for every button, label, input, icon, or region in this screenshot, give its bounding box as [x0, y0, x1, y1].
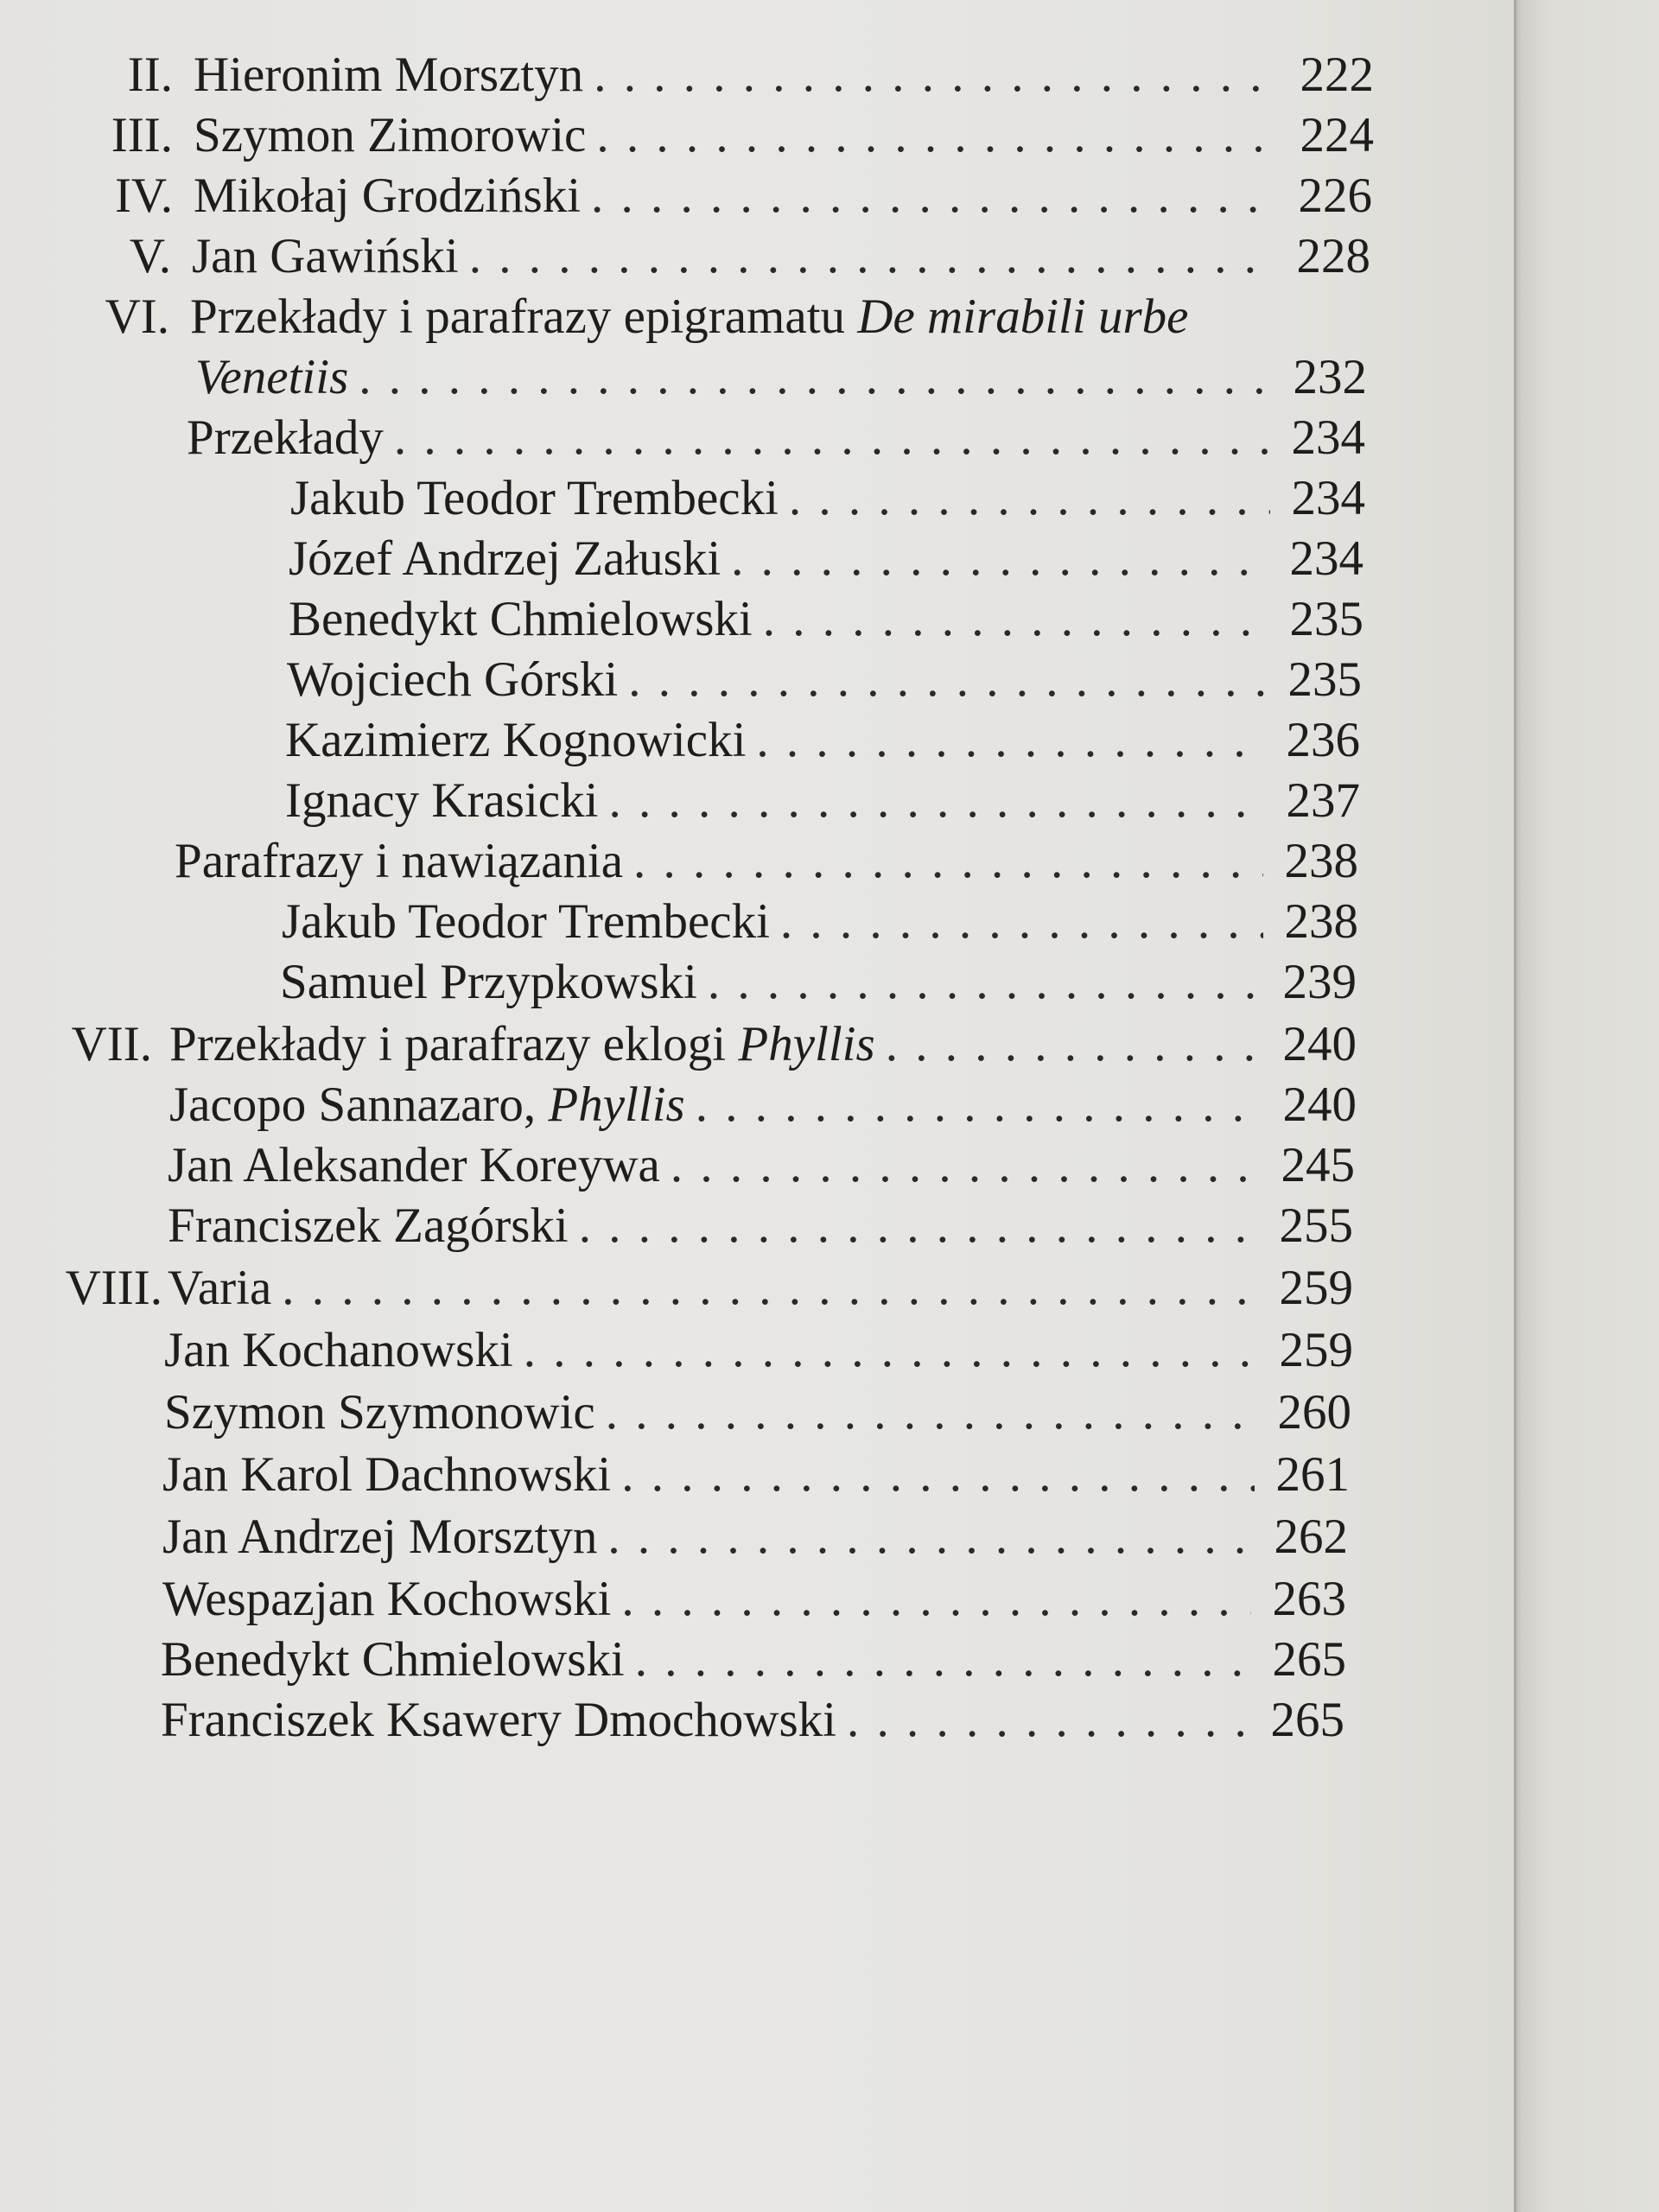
entry-title-italic: De mirabili urbe — [857, 289, 1189, 344]
toc-entry — [289, 529, 1363, 589]
entry-title: Varia — [168, 1261, 272, 1315]
entry-page: 261 — [1275, 1447, 1350, 1502]
dot-leader — [763, 589, 1268, 650]
entry-page: 234 — [1289, 531, 1363, 586]
entry-title: Hieronim Morsztyn — [194, 48, 584, 102]
entry-title: Kazimierz Kognowicki — [285, 713, 747, 767]
entry-title: Wojciech Górski — [287, 652, 619, 707]
entry-page: 265 — [1270, 1693, 1344, 1747]
entry-page: 236 — [1286, 713, 1360, 767]
entry-page: 237 — [1286, 773, 1360, 828]
dot-leader — [524, 1320, 1258, 1381]
entry-number: V. — [129, 229, 171, 283]
toc-entry — [162, 1507, 1348, 1567]
entry-page: 224 — [1300, 108, 1374, 162]
entry-page: 235 — [1289, 592, 1363, 646]
toc-entry — [162, 1569, 1346, 1630]
toc-entry — [104, 45, 1374, 105]
entry-title: Jakub Teodor Trembecki — [290, 471, 779, 525]
entry-title — [169, 1075, 685, 1135]
dot-leader — [635, 1630, 1251, 1690]
entry-page: 259 — [1279, 1261, 1353, 1315]
entry-title: Józef Andrzej Załuski — [289, 531, 721, 586]
entry-title: Wespazjan Kochowski — [162, 1572, 612, 1626]
toc-entry — [168, 1135, 1355, 1196]
entry-title: Samuel Przypkowski — [280, 955, 697, 1009]
book-gutter — [1514, 0, 1659, 2212]
entry-page: 240 — [1282, 1077, 1357, 1132]
entry-page: 228 — [1296, 229, 1370, 283]
entry-page: 263 — [1272, 1572, 1346, 1626]
toc-entry — [187, 408, 1365, 468]
toc-entry — [164, 1382, 1351, 1443]
dot-leader — [606, 1382, 1256, 1443]
entry-title: Benedykt Chmielowski — [289, 592, 753, 646]
entry-title-italic: Phyllis — [738, 1017, 875, 1071]
entry-title: Jan Aleksander Koreywa — [168, 1138, 660, 1192]
entry-title: Szymon Zimorowic — [194, 108, 587, 162]
toc-entry — [280, 952, 1357, 1013]
dot-leader — [708, 952, 1262, 1013]
entry-number: II. — [127, 48, 173, 102]
dot-leader — [596, 105, 1279, 166]
entry-title — [169, 1014, 875, 1075]
toc-entry — [100, 287, 1370, 347]
dot-leader — [359, 347, 1272, 408]
entry-page: 234 — [1291, 410, 1365, 465]
dot-leader — [591, 166, 1277, 226]
entry-title-italic: Venetiis — [195, 350, 349, 404]
toc-entry — [102, 226, 1370, 287]
dot-leader — [731, 529, 1268, 589]
dot-leader — [608, 771, 1265, 831]
entry-page: 234 — [1291, 471, 1365, 525]
entry-title: Benedykt Chmielowski — [161, 1632, 625, 1687]
toc-entry — [285, 771, 1360, 831]
dot-leader — [469, 226, 1275, 287]
dot-leader — [621, 1445, 1255, 1505]
dot-leader — [628, 650, 1267, 710]
toc-entry — [161, 1630, 1346, 1690]
entry-title-text: Jacopo Sannazaro, — [169, 1077, 549, 1132]
entry-number: IV. — [114, 168, 173, 223]
toc-entry — [50, 1258, 1353, 1319]
entry-title: Franciszek Ksawery Dmochowski — [161, 1693, 836, 1747]
toc-entry — [66, 1014, 1357, 1075]
entry-page: 222 — [1300, 48, 1374, 102]
entry-number: VII. — [71, 1017, 152, 1071]
dot-leader — [394, 408, 1270, 468]
entry-page: 260 — [1277, 1385, 1351, 1440]
toc-entry — [195, 347, 1367, 408]
dot-leader — [847, 1690, 1249, 1751]
dot-leader — [671, 1135, 1260, 1196]
dot-leader — [607, 1507, 1253, 1567]
entry-page: 262 — [1274, 1510, 1348, 1564]
entry-page: 255 — [1279, 1198, 1353, 1253]
entry-page: 239 — [1282, 955, 1357, 1009]
entry-title: Mikołaj Grodziński — [194, 168, 582, 223]
entry-title — [190, 287, 1188, 347]
toc-entry — [161, 1690, 1344, 1751]
entry-number: VI. — [105, 289, 169, 344]
entry-page: 240 — [1282, 1017, 1357, 1071]
entry-page: 238 — [1284, 834, 1358, 888]
dot-leader — [696, 1075, 1262, 1135]
toc-entry — [287, 650, 1362, 710]
toc-entry — [164, 1320, 1353, 1381]
dot-leader — [633, 831, 1263, 892]
dot-leader — [886, 1014, 1262, 1075]
entry-page: 232 — [1293, 350, 1367, 404]
toc-entry — [169, 1075, 1357, 1135]
entry-number: VIII. — [65, 1261, 162, 1315]
dot-leader — [780, 892, 1263, 952]
toc-entry — [175, 831, 1358, 892]
entry-title: Szymon Szymonowic — [164, 1385, 595, 1440]
entry-title: Jan Kochanowski — [164, 1323, 513, 1377]
toc-entry — [168, 1196, 1353, 1256]
entry-page: 245 — [1281, 1138, 1355, 1192]
entry-number: III. — [111, 108, 173, 162]
entry-page: 226 — [1298, 168, 1372, 223]
entry-title: Jan Gawiński — [192, 229, 459, 283]
entry-title-text: Przekłady i parafrazy eklogi — [169, 1017, 739, 1071]
dot-leader — [594, 45, 1279, 105]
entry-title: Jan Karol Dachnowski — [162, 1447, 612, 1502]
entry-page: 259 — [1279, 1323, 1353, 1377]
entry-page: 265 — [1272, 1632, 1346, 1687]
toc-entry — [104, 105, 1374, 166]
toc-entry — [290, 468, 1365, 529]
entry-title: Parafrazy i nawiązania — [175, 834, 624, 888]
entry-title: Jan Andrzej Morsztyn — [162, 1510, 598, 1564]
toc-entry — [162, 1445, 1350, 1505]
entry-page: 235 — [1287, 652, 1362, 707]
entry-title: Przekłady — [187, 410, 384, 465]
dot-leader — [621, 1569, 1251, 1630]
entry-title: Franciszek Zagórski — [168, 1198, 569, 1253]
dot-leader — [789, 468, 1270, 529]
toc-entry — [104, 166, 1372, 226]
dot-leader — [756, 710, 1265, 771]
toc-entry — [285, 710, 1360, 771]
entry-title: Ignacy Krasicki — [285, 773, 599, 828]
dot-leader — [579, 1196, 1258, 1256]
entry-title: Jakub Teodor Trembecki — [282, 894, 770, 949]
entry-page: 238 — [1284, 894, 1358, 949]
entry-title-italic: Phyllis — [548, 1077, 685, 1132]
entry-title-text: Przekłady i parafrazy epigramatu — [190, 289, 858, 344]
dot-leader — [282, 1258, 1258, 1319]
toc-entry — [282, 892, 1358, 952]
toc-entry — [289, 589, 1363, 650]
